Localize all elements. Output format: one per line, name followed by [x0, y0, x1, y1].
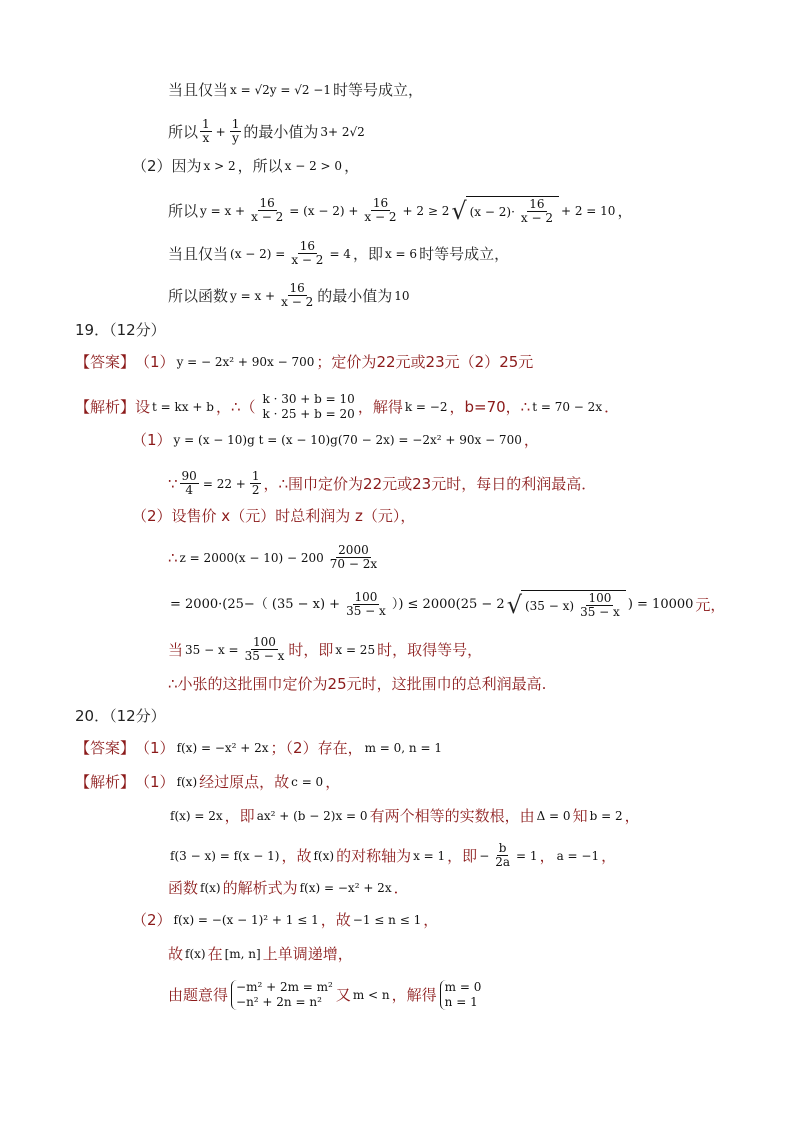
equation: m = 0	[444, 980, 482, 994]
number: 23	[425, 353, 445, 371]
text: 元时，这批围巾的总利润最高.	[346, 675, 547, 693]
math: + 2 ≥ 2	[402, 203, 450, 218]
text: ，	[423, 911, 439, 929]
math: f(x)	[185, 947, 206, 961]
text: ，	[539, 846, 555, 865]
question-19-heading	[75, 320, 166, 340]
text: （1）	[135, 739, 175, 757]
question-20-heading	[75, 706, 166, 726]
math: ax² + (b − 2)x = 0	[256, 809, 368, 823]
math: t = 70 − 2x	[532, 400, 603, 414]
math: = 22 +	[202, 476, 246, 491]
fraction	[578, 592, 622, 619]
text: ，	[624, 807, 640, 825]
fraction	[289, 240, 325, 267]
math: f(x)	[200, 881, 221, 895]
math: f(x) = 2x	[170, 809, 223, 823]
text: ，∴围巾定价为	[263, 474, 364, 493]
math: c = 0	[291, 775, 324, 789]
numerator: 16	[529, 197, 545, 211]
line-analysis-20	[75, 772, 340, 792]
text: 时等号成立，	[419, 244, 510, 263]
square-root	[507, 590, 626, 619]
denominator: x	[202, 131, 210, 145]
line-monotonic	[168, 944, 353, 964]
text: 时，即	[288, 640, 334, 659]
text: 的最小值为	[317, 286, 393, 305]
line-equality-condition-3	[168, 636, 482, 663]
equation: −m² + 2m = m²	[236, 980, 333, 994]
fraction	[250, 470, 262, 497]
math: y = x +	[200, 203, 246, 218]
numerator: 100	[253, 635, 276, 649]
math: a = −1	[556, 848, 600, 863]
equation-system	[259, 392, 355, 422]
analysis-label: 【解析】	[75, 773, 136, 791]
text: 所以	[168, 201, 199, 220]
denominator: 35 − x	[244, 649, 285, 663]
text: 元（2）	[444, 353, 500, 371]
numerator: 16	[259, 196, 275, 210]
fraction	[230, 118, 242, 145]
math: t = kx + b	[152, 400, 214, 414]
text: （2）因为	[132, 157, 202, 175]
text: （2）设售价 x（元）时总利润为 z（元），	[132, 507, 416, 525]
line-equality-condition-1	[168, 80, 423, 100]
square-root	[451, 196, 559, 225]
text: 19．（12分）	[75, 321, 166, 339]
numerator: b	[498, 841, 507, 855]
fraction	[243, 636, 287, 663]
equation: k · 30 + b = 10	[262, 392, 355, 406]
math: (x − 2)·	[469, 204, 515, 219]
denominator: 2	[251, 483, 260, 497]
line-profit-function	[132, 430, 539, 450]
math: x = 25	[335, 642, 376, 657]
math: −	[479, 848, 490, 863]
math: m < n	[352, 988, 390, 1002]
line-equality-condition-2	[168, 240, 509, 267]
line-function-expression	[168, 878, 409, 898]
number: 22	[376, 353, 396, 371]
number: 22	[363, 474, 383, 493]
numerator: 100	[588, 591, 612, 605]
denominator: 2a	[495, 855, 511, 869]
math: y = (x − 10)g t = (x − 10)g(70 − 2x) = −2x² + 90x − 700	[173, 433, 522, 447]
line-analysis-19	[75, 392, 619, 422]
text: 在	[207, 945, 223, 963]
math: m = 0, n = 1	[364, 741, 442, 755]
numerator: 16	[372, 196, 389, 210]
number: 23	[412, 474, 432, 493]
text: 时等号成立，	[333, 81, 424, 99]
text: 设	[135, 398, 151, 416]
text: 函数	[168, 879, 199, 897]
text: 元或	[395, 353, 426, 371]
math: ）) ≤ 2000(25 − 2	[391, 596, 505, 612]
text: 又	[335, 986, 351, 1004]
fraction	[344, 591, 388, 618]
text: 的最小值为	[243, 122, 319, 141]
math: b = 2	[589, 809, 623, 823]
math: 3+ 2√2	[320, 124, 365, 139]
text: 的解析式为	[222, 879, 298, 897]
denominator: 4	[185, 483, 193, 497]
numerator: 1	[202, 117, 210, 131]
text: （1）	[132, 431, 172, 449]
text: （2）	[132, 911, 172, 929]
fraction	[493, 842, 512, 869]
radicand	[466, 196, 559, 225]
numerator: 16	[299, 239, 316, 253]
text: ，即	[447, 846, 478, 865]
fraction	[279, 282, 315, 309]
math: 10	[394, 288, 410, 303]
equation: n = 1	[444, 995, 478, 1009]
math: x = 1	[413, 848, 446, 863]
text: （1）	[135, 353, 175, 371]
text: ，所以	[237, 157, 283, 175]
text: ，即	[224, 807, 255, 825]
math: = 2000·(25−（ (35 − x) +	[170, 596, 341, 612]
text: ∴	[168, 548, 178, 567]
text: 由题意得	[168, 986, 229, 1004]
text: ，	[344, 157, 360, 175]
fraction	[180, 470, 199, 497]
math: (35 − x)	[524, 598, 575, 613]
text: ．	[604, 398, 620, 416]
math: k = −2	[404, 400, 448, 414]
math: Δ = 0	[536, 809, 571, 823]
text: 故	[168, 945, 184, 963]
math: ) = 10000	[627, 596, 694, 612]
line-part2-setup	[132, 506, 415, 526]
text: ，解得	[357, 398, 403, 416]
denominator: x − 2	[364, 210, 397, 224]
math: x > 2	[203, 159, 236, 173]
math: + 2 = 10	[560, 203, 616, 218]
math: = (x − 2) +	[289, 203, 359, 218]
text: 知	[572, 807, 588, 825]
math: = 4	[329, 246, 351, 261]
line-inequality-derivation	[168, 196, 632, 225]
denominator: x − 2	[251, 210, 284, 224]
text: ，故	[281, 846, 312, 865]
math: 35 − x =	[185, 642, 239, 657]
text: 所以	[168, 122, 199, 141]
fraction	[519, 198, 555, 225]
numerator: 100	[354, 590, 378, 604]
equation: −n² + 2n = n²	[236, 995, 322, 1009]
text: 经过原点，故	[199, 773, 290, 791]
math: (x − 2) =	[230, 246, 286, 261]
text: ，解得	[391, 986, 437, 1004]
text: ，	[617, 201, 633, 220]
text: 所以函数	[168, 286, 229, 305]
math: f(3 − x) = f(x − 1)	[170, 848, 280, 863]
line-part2-bound	[132, 910, 438, 930]
denominator: 35 − x	[346, 604, 386, 618]
math: −1 ≤ n ≤ 1	[352, 913, 422, 927]
math: f(x) = −x² + 2x	[176, 741, 269, 755]
numerator: 1	[251, 469, 260, 483]
math: f(x)	[176, 775, 198, 789]
text: ；定价为	[316, 353, 377, 371]
line-answer-20	[75, 738, 444, 758]
math: x − 2 > 0	[284, 159, 343, 173]
line-symmetry-axis	[168, 842, 616, 869]
line-max-profit-price	[168, 470, 596, 497]
denominator: x − 2	[291, 253, 324, 267]
text: ，即	[352, 244, 383, 263]
text: 上单调递增，	[262, 945, 353, 963]
fraction	[249, 197, 285, 224]
line-part2-because	[132, 156, 359, 176]
text: ，b=70，∴	[449, 398, 531, 416]
text: ，故	[320, 911, 351, 929]
text: ，	[325, 773, 341, 791]
math: f(x)	[313, 848, 335, 863]
radical-sign-icon: √	[451, 196, 467, 225]
radicand	[521, 590, 626, 619]
math: f(x) = −x² + 2x	[299, 881, 392, 895]
fraction	[200, 118, 212, 145]
denominator: 70 − 2x	[329, 557, 378, 571]
equation: k · 25 + b = 20	[262, 407, 355, 421]
denominator: 35 − x	[580, 605, 620, 619]
text: 当	[168, 640, 184, 659]
text: ，	[523, 431, 539, 449]
line-answer-19	[75, 352, 533, 372]
analysis-label: 【解析】	[75, 398, 136, 416]
text: ∴小张的这批围巾定价为	[168, 675, 328, 693]
line-min-value-1	[168, 118, 367, 145]
math: [m, n]	[224, 947, 261, 961]
text: 20．（12分）	[75, 707, 166, 725]
numerator: 16	[289, 281, 305, 295]
math: f(x) = −(x − 1)² + 1 ≤ 1	[173, 913, 319, 927]
text: 的对称轴为	[336, 846, 412, 865]
text: 当且仅当	[168, 244, 229, 263]
math: +	[215, 124, 226, 139]
text: 时，取得等号，	[377, 640, 483, 659]
text: 元	[518, 353, 534, 371]
line-min-value-2	[168, 282, 412, 309]
text: 有两个相等的实数根，由	[369, 807, 535, 825]
radical-sign-icon: √	[506, 590, 522, 619]
number: 25	[327, 675, 347, 693]
text: （1）	[135, 773, 175, 791]
text: ，∴（	[215, 398, 256, 416]
denominator: x − 2	[281, 295, 314, 309]
line-profit-inequality	[168, 590, 725, 619]
text: ；（2）存在，	[270, 739, 363, 757]
text: ，	[601, 846, 617, 865]
math: y = x +	[230, 288, 276, 303]
fraction	[328, 544, 379, 571]
numerator: 1	[231, 117, 240, 131]
answer-label: 【答案】	[75, 739, 136, 757]
line-equal-roots	[168, 806, 640, 826]
line-total-profit	[168, 544, 381, 571]
text: 元时，每日的利润最高．	[431, 474, 597, 493]
line-conclusion-19	[168, 674, 546, 694]
equation-system	[231, 980, 333, 1010]
denominator: y	[232, 131, 239, 145]
math: = 1	[516, 848, 538, 863]
denominator: x − 2	[520, 211, 553, 225]
text: 当且仅当	[168, 81, 229, 99]
text: ．	[393, 879, 409, 897]
line-solve-system	[168, 980, 484, 1010]
numerator: 90	[181, 469, 197, 483]
text: 元或	[382, 474, 413, 493]
text: ∵	[168, 474, 178, 493]
number: 25	[499, 353, 519, 371]
math: x = 6	[384, 246, 418, 261]
text: 元，	[695, 595, 726, 614]
fraction	[362, 197, 398, 224]
math: z = 2000(x − 10) − 200	[179, 550, 324, 565]
numerator: 2000	[338, 543, 369, 557]
math: x = √2y = √2 −1	[230, 83, 331, 97]
answer-label: 【答案】	[75, 353, 136, 371]
solution-system	[440, 980, 482, 1010]
math: y = − 2x² + 90x − 700	[176, 355, 315, 369]
